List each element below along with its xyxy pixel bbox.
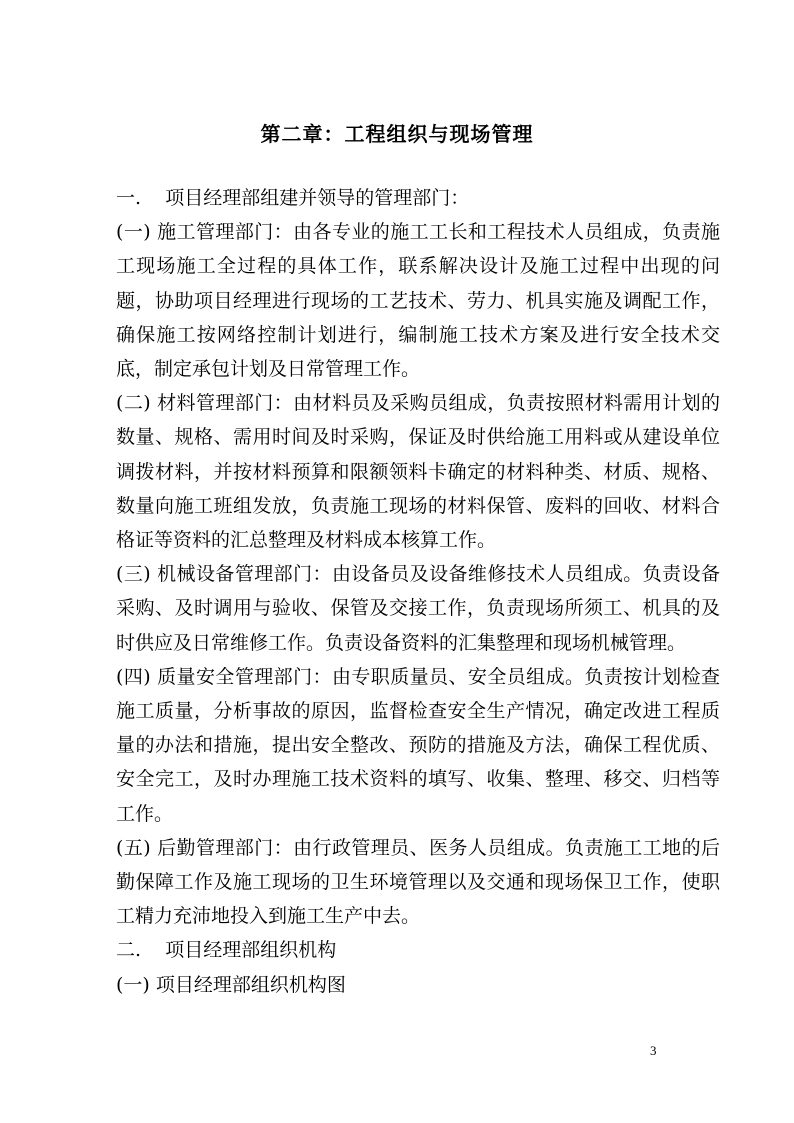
paragraph-construction-management: (一) 施工管理部门：由各专业的施工工长和工程技术人员组成，负责施工现场施工全过程的具体工作，联系解决设计及施工过程中出现的问题，协助项目经理进行现场的工艺技术、劳力、机具实施及调配工作，确保施工按网络控制计划进行，编制施工技术方案及进行安全技术交底，制定承包计划及日常管理工作。 [116,221,720,381]
paragraph-equipment-management: (三) 机械设备管理部门：由设备员及设备维修技术人员组成。负责设备采购、及时调用与验收、保管及交接工作，负责现场所须工、机具的及时供应及日常维修工作。负责设备资料的汇集整理和现场机械管理。 [116,563,720,654]
document-body [116,181,720,1002]
chapter-title: 第二章：工程组织与现场管理 [260,122,534,146]
paragraph-quality-safety-management: (四) 质量安全管理部门：由专职质量员、安全员组成。负责按计划检查施工质量，分析事故的原因，监督检查安全生产情况，确定改进工程质量的办法和措施，提出安全整改、预防的措施及方法，确保工程优质、安全完工，及时办理施工技术资料的填写、收集、整理、移交、归档等工作。 [116,665,720,825]
section-heading-2: 二. 项目经理部组织机构 [116,939,337,962]
paragraph-material-management: (二) 材料管理部门：由材料员及采购员组成，负责按照材料需用计划的数量、规格、需用时间及时采购，保证及时供给施工用料或从建设单位调拨材料，并按材料预算和限额领料卡确定的材料种类、材质、规格、数量向施工班组发放，负责施工现场的材料保管、废料的回收、材料合格证等资料的汇总整理及材料成本核算工作。 [116,392,720,552]
paragraph-org-chart: (一) 项目经理部组织机构图 [116,973,346,996]
paragraph-logistics-management: (五) 后勤管理部门：由行政管理员、医务人员组成。负责施工工地的后勤保障工作及施工现场的卫生环境管理以及交通和现场保卫工作，使职工精力充沛地投入到施工生产中去。 [116,836,720,928]
page-number: 3 [650,1043,657,1058]
section-heading-1: 一. 项目经理部组建并领导的管理部门： [116,187,470,209]
